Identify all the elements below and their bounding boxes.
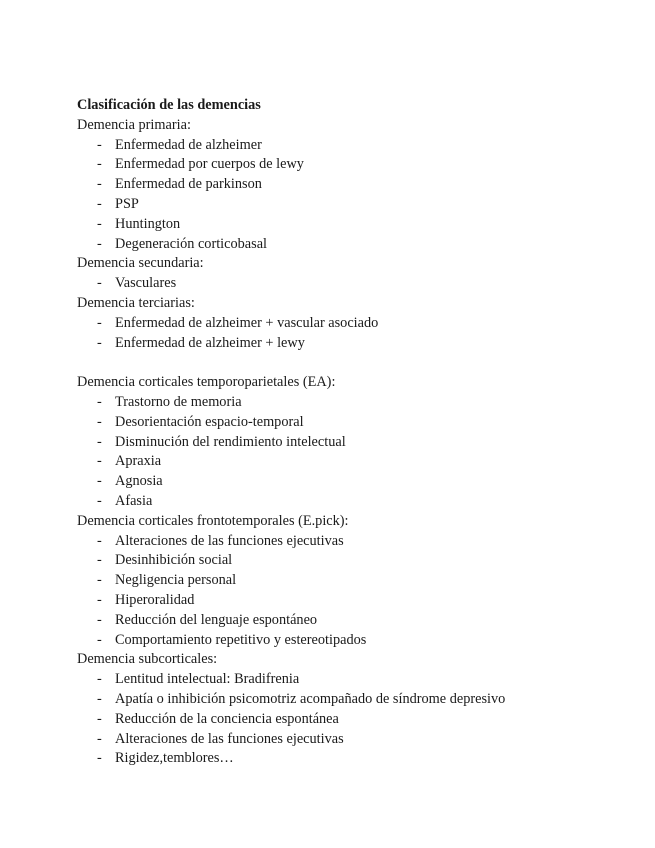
- list-item-text: Desinhibición social: [115, 552, 233, 569]
- dash-bullet: -: [97, 235, 102, 252]
- list-item-text: Afasia: [115, 492, 153, 509]
- section-heading-secundaria: Demencia secundaria:: [77, 255, 204, 272]
- list-item: [77, 710, 637, 730]
- list-item: [77, 670, 637, 690]
- list-item-text: Apraxia: [115, 453, 162, 470]
- dash-bullet: -: [97, 275, 102, 292]
- list-item-text: Enfermedad de parkinson: [115, 176, 262, 193]
- list-item-text: PSP: [115, 195, 139, 212]
- list-item: [77, 155, 637, 175]
- dash-bullet: -: [97, 671, 102, 688]
- list-temporoparietales: [77, 393, 637, 512]
- blank-line: [77, 353, 637, 373]
- dash-bullet: -: [97, 156, 102, 173]
- dash-bullet: -: [97, 532, 102, 549]
- dash-bullet: -: [97, 631, 102, 648]
- dash-bullet: -: [97, 730, 102, 747]
- list-subcorticales: [77, 670, 637, 769]
- document-title: Clasificación de las demencias: [77, 97, 261, 113]
- dash-bullet: -: [97, 591, 102, 608]
- list-item-text: Comportamiento repetitivo y estereotipados: [115, 631, 367, 648]
- list-item: [77, 472, 637, 492]
- list-item: [77, 551, 637, 571]
- list-item-text: Apatía o inhibición psicomotriz acompañado de síndrome depresivo: [115, 690, 506, 707]
- list-item: [77, 730, 637, 750]
- list-item-text: Vasculares: [115, 275, 177, 292]
- dash-bullet: -: [97, 215, 102, 232]
- list-item-text: Alteraciones de las funciones ejecutivas: [115, 730, 344, 747]
- dash-bullet: -: [97, 572, 102, 589]
- list-item: [77, 433, 637, 453]
- list-item: [77, 136, 637, 156]
- list-item-text: Enfermedad por cuerpos de lewy: [115, 156, 304, 173]
- list-item-text: Reducción del lenguaje espontáneo: [115, 611, 318, 628]
- section-heading-primaria: Demencia primaria:: [77, 116, 191, 133]
- section-heading-temporoparietales: Demencia corticales temporoparietales (EA):: [77, 374, 336, 391]
- list-item-text: Huntington: [115, 215, 181, 232]
- section-heading-terciarias: Demencia terciarias:: [77, 294, 195, 311]
- list-item-text: Enfermedad de alzheimer + lewy: [115, 334, 305, 351]
- list-primaria: [77, 136, 637, 255]
- dash-bullet: -: [97, 453, 102, 470]
- list-item-text: Alteraciones de las funciones ejecutivas: [115, 532, 344, 549]
- list-item: [77, 492, 637, 512]
- list-item: [77, 611, 637, 631]
- list-item-text: Enfermedad de alzheimer + vascular asociado: [115, 314, 379, 331]
- list-item-text: Lentitud intelectual: Bradifrenia: [115, 671, 300, 688]
- list-item: [77, 334, 637, 354]
- section-heading-frontotemporales: Demencia corticales frontotemporales (E.pick):: [77, 512, 349, 529]
- list-item: [77, 274, 637, 294]
- list-item: [77, 413, 637, 433]
- dash-bullet: -: [97, 492, 102, 509]
- dash-bullet: -: [97, 413, 102, 430]
- list-item: [77, 215, 637, 235]
- dash-bullet: -: [97, 314, 102, 331]
- list-item: [77, 749, 637, 769]
- dash-bullet: -: [97, 136, 102, 153]
- list-item-text: Degeneración corticobasal: [115, 235, 268, 252]
- list-item: [77, 393, 637, 413]
- list-item-text: Enfermedad de alzheimer: [115, 136, 262, 153]
- document-page: [77, 96, 637, 769]
- dash-bullet: -: [97, 393, 102, 410]
- section-heading-subcorticales: Demencia subcorticales:: [77, 651, 218, 668]
- list-item: [77, 690, 637, 710]
- list-item-text: Desorientación espacio-temporal: [115, 413, 304, 430]
- dash-bullet: -: [97, 710, 102, 727]
- list-item: [77, 235, 637, 255]
- dash-bullet: -: [97, 195, 102, 212]
- list-item: [77, 314, 637, 334]
- dash-bullet: -: [97, 690, 102, 707]
- dash-bullet: -: [97, 433, 102, 450]
- list-item: [77, 452, 637, 472]
- list-item: [77, 631, 637, 651]
- list-item-text: Disminución del rendimiento intelectual: [115, 433, 346, 450]
- list-item-text: Negligencia personal: [115, 572, 237, 589]
- dash-bullet: -: [97, 473, 102, 490]
- list-item: [77, 571, 637, 591]
- list-secundaria: [77, 274, 637, 294]
- list-frontotemporales: [77, 532, 637, 651]
- list-item-text: Agnosia: [115, 473, 163, 490]
- dash-bullet: -: [97, 552, 102, 569]
- list-item-text: Reducción de la conciencia espontánea: [115, 710, 339, 727]
- list-item: [77, 591, 637, 611]
- dash-bullet: -: [97, 176, 102, 193]
- dash-bullet: -: [97, 611, 102, 628]
- list-terciarias: [77, 314, 637, 354]
- dash-bullet: -: [97, 334, 102, 351]
- dash-bullet: -: [97, 750, 102, 767]
- list-item: [77, 175, 637, 195]
- list-item: [77, 195, 637, 215]
- list-item-text: Hiperoralidad: [115, 591, 195, 608]
- list-item: [77, 532, 637, 552]
- list-item-text: Trastorno de memoria: [115, 393, 242, 410]
- list-item-text: Rigidez,temblores…: [115, 750, 234, 767]
